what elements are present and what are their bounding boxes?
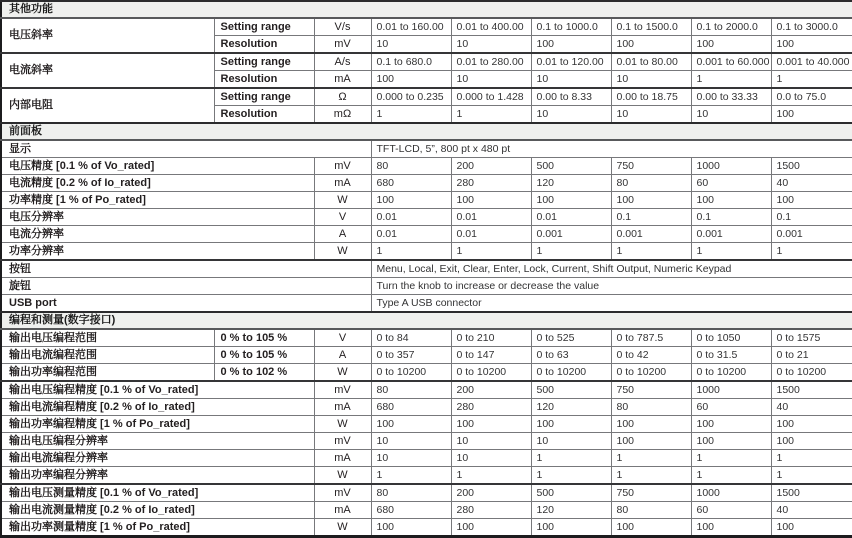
value-cell: 0 to 84 — [371, 329, 451, 347]
unit-cell: mA — [314, 450, 371, 467]
value-cell: 1 — [371, 106, 451, 124]
value-cell: 1 — [771, 450, 852, 467]
value-cell: 0.01 to 280.00 — [451, 53, 531, 71]
row-label: 输出电压编程范围 — [1, 329, 214, 347]
value-cell: 0.01 to 120.00 — [531, 53, 611, 71]
value-cell: 100 — [771, 36, 852, 54]
value-cell: 0 to 31.5 — [691, 347, 771, 364]
value-cell: 0.001 to 40.000 — [771, 53, 852, 71]
value-cell: 1 — [451, 243, 531, 261]
row-label: 输出电压测量精度 [0.1 % of Vo_rated] — [1, 484, 314, 502]
value-cell: 0.1 to 1500.0 — [611, 18, 691, 36]
value-cell: 1 — [451, 467, 531, 485]
value-cell: 10 — [611, 71, 691, 89]
row-label: 旋钮 — [1, 278, 371, 295]
value-cell: 0 to 10200 — [771, 364, 852, 382]
value-cell: 0.001 — [611, 226, 691, 243]
unit-cell: mV — [314, 381, 371, 399]
row-label: 按钮 — [1, 260, 371, 278]
row-label: 电压分辨率 — [1, 209, 314, 226]
row-label: 输出电流编程精度 [0.2 % of Io_rated] — [1, 399, 314, 416]
value-cell: 0.1 to 680.0 — [371, 53, 451, 71]
row-label: 输出电流测量精度 [0.2 % of Io_rated] — [1, 502, 314, 519]
value-cell: 1 — [771, 71, 852, 89]
unit-cell: A/s — [314, 53, 371, 71]
value-cell: 0.0 to 75.0 — [771, 88, 852, 106]
value-cell: 0.1 — [771, 209, 852, 226]
sub-label: Setting range — [214, 18, 314, 36]
row-label: 输出功率编程范围 — [1, 364, 214, 382]
sub-label: 0 % to 105 % — [214, 347, 314, 364]
sub-label: Resolution — [214, 106, 314, 124]
value-cell: 0.1 — [691, 209, 771, 226]
value-cell: 60 — [691, 502, 771, 519]
value-cell: 0 to 10200 — [451, 364, 531, 382]
value-cell: Menu, Local, Exit, Clear, Enter, Lock, Current, Shift Output, Numeric Keypad — [371, 260, 852, 278]
row-label: 功率精度 [1 % of Po_rated] — [1, 192, 314, 209]
value-cell: 80 — [611, 399, 691, 416]
unit-cell: mV — [314, 158, 371, 175]
table-row — [1, 347, 852, 364]
value-cell: 1500 — [771, 158, 852, 175]
unit-cell: W — [314, 364, 371, 382]
table-row — [1, 484, 852, 502]
table-row — [1, 175, 852, 192]
value-cell: 0 to 10200 — [371, 364, 451, 382]
table-row — [1, 140, 852, 158]
value-cell: 100 — [771, 106, 852, 124]
value-cell: 280 — [451, 175, 531, 192]
row-label: 输出功率编程分辨率 — [1, 467, 314, 485]
value-cell: 100 — [451, 416, 531, 433]
value-cell: 0.01 — [451, 209, 531, 226]
value-cell: 0 to 525 — [531, 329, 611, 347]
value-cell: 1 — [451, 106, 531, 124]
value-cell: 0.00 to 18.75 — [611, 88, 691, 106]
sub-label: 0 % to 102 % — [214, 364, 314, 382]
value-cell: 1 — [531, 450, 611, 467]
table-row — [1, 416, 852, 433]
value-cell: 0.001 — [771, 226, 852, 243]
value-cell: 10 — [371, 450, 451, 467]
table-row — [1, 450, 852, 467]
value-cell: 100 — [691, 36, 771, 54]
value-cell: 0.01 — [371, 226, 451, 243]
value-cell: 0.01 — [531, 209, 611, 226]
sub-label: Resolution — [214, 36, 314, 54]
value-cell: 40 — [771, 399, 852, 416]
value-cell: 1 — [371, 243, 451, 261]
value-cell: 10 — [531, 106, 611, 124]
table-row — [1, 433, 852, 450]
value-cell: 100 — [691, 416, 771, 433]
value-cell: 0.01 to 160.00 — [371, 18, 451, 36]
value-cell: 100 — [371, 71, 451, 89]
row-label: 电流分辨率 — [1, 226, 314, 243]
unit-cell: V/s — [314, 18, 371, 36]
value-cell: 100 — [451, 519, 531, 537]
value-cell: 80 — [371, 381, 451, 399]
table-row — [1, 278, 852, 295]
table-row — [1, 158, 852, 175]
table-row — [1, 192, 852, 209]
value-cell: 1 — [611, 243, 691, 261]
value-cell: 0 to 21 — [771, 347, 852, 364]
unit-cell: A — [314, 347, 371, 364]
unit-cell: V — [314, 329, 371, 347]
value-cell: 100 — [531, 416, 611, 433]
value-cell: 100 — [531, 36, 611, 54]
unit-cell: mA — [314, 175, 371, 192]
section-header: 其他功能 — [1, 1, 852, 18]
unit-cell: W — [314, 416, 371, 433]
value-cell: 280 — [451, 399, 531, 416]
row-label: 输出功率测量精度 [1 % of Po_rated] — [1, 519, 314, 537]
value-cell: 100 — [611, 519, 691, 537]
unit-cell: mV — [314, 484, 371, 502]
value-cell: 100 — [691, 519, 771, 537]
value-cell: 1 — [531, 243, 611, 261]
row-label: 显示 — [1, 140, 371, 158]
unit-cell: A — [314, 226, 371, 243]
value-cell: 0.000 to 1.428 — [451, 88, 531, 106]
value-cell: 10 — [531, 71, 611, 89]
unit-cell: mA — [314, 502, 371, 519]
value-cell: 0.01 to 400.00 — [451, 18, 531, 36]
value-cell: 40 — [771, 175, 852, 192]
value-cell: 10 — [611, 106, 691, 124]
table-row — [1, 209, 852, 226]
unit-cell: W — [314, 519, 371, 537]
value-cell: 1 — [771, 467, 852, 485]
value-cell: 0.001 to 60.000 — [691, 53, 771, 71]
value-cell: 1000 — [691, 158, 771, 175]
unit-cell: Ω — [314, 88, 371, 106]
value-cell: 680 — [371, 175, 451, 192]
value-cell: 1 — [691, 467, 771, 485]
value-cell: 0 to 787.5 — [611, 329, 691, 347]
value-cell: 0.01 — [451, 226, 531, 243]
value-cell: 0 to 1050 — [691, 329, 771, 347]
value-cell: 200 — [451, 158, 531, 175]
unit-cell: V — [314, 209, 371, 226]
value-cell: 750 — [611, 484, 691, 502]
table-row — [1, 88, 852, 106]
table-row — [1, 226, 852, 243]
value-cell: 100 — [531, 519, 611, 537]
value-cell: 200 — [451, 484, 531, 502]
value-cell: 0 to 10200 — [531, 364, 611, 382]
table-row — [1, 519, 852, 537]
value-cell: 80 — [611, 175, 691, 192]
value-cell: 750 — [611, 158, 691, 175]
value-cell: 10 — [531, 433, 611, 450]
value-cell: 100 — [371, 416, 451, 433]
value-cell: 680 — [371, 502, 451, 519]
value-cell: 10 — [451, 36, 531, 54]
value-cell: 500 — [531, 381, 611, 399]
value-cell: 80 — [371, 484, 451, 502]
value-cell: 100 — [771, 416, 852, 433]
value-cell: 200 — [451, 381, 531, 399]
value-cell: 120 — [531, 399, 611, 416]
value-cell: 60 — [691, 399, 771, 416]
unit-cell: mV — [314, 433, 371, 450]
value-cell: 100 — [691, 433, 771, 450]
value-cell: 0.1 to 2000.0 — [691, 18, 771, 36]
table-row — [1, 18, 852, 36]
value-cell: 100 — [771, 192, 852, 209]
value-cell: 120 — [531, 175, 611, 192]
row-label: 输出功率编程精度 [1 % of Po_rated] — [1, 416, 314, 433]
sub-label: 0 % to 105 % — [214, 329, 314, 347]
value-cell: 1500 — [771, 381, 852, 399]
table-row — [1, 295, 852, 313]
value-cell: 10 — [691, 106, 771, 124]
value-cell: 10 — [451, 450, 531, 467]
table-row — [1, 329, 852, 347]
value-cell: 1 — [371, 467, 451, 485]
value-cell: 0.001 — [691, 226, 771, 243]
table-row — [1, 260, 852, 278]
table-row — [1, 399, 852, 416]
value-cell: Turn the knob to increase or decrease the value — [371, 278, 852, 295]
value-cell: TFT-LCD, 5”, 800 pt x 480 pt — [371, 140, 852, 158]
row-label: 电压精度 [0.1 % of Vo_rated] — [1, 158, 314, 175]
value-cell: 0.001 — [531, 226, 611, 243]
value-cell: 1 — [611, 467, 691, 485]
value-cell: 500 — [531, 158, 611, 175]
unit-cell: mA — [314, 71, 371, 89]
value-cell: 0.01 to 80.00 — [611, 53, 691, 71]
value-cell: 80 — [371, 158, 451, 175]
value-cell: 680 — [371, 399, 451, 416]
row-label: 输出电流编程范围 — [1, 347, 214, 364]
value-cell: 0 to 1575 — [771, 329, 852, 347]
unit-cell: mΩ — [314, 106, 371, 124]
value-cell: 10 — [371, 36, 451, 54]
value-cell: 1500 — [771, 484, 852, 502]
value-cell: 10 — [451, 71, 531, 89]
value-cell: 10 — [371, 433, 451, 450]
value-cell: Type A USB connector — [371, 295, 852, 313]
value-cell: 0 to 210 — [451, 329, 531, 347]
value-cell: 0 to 63 — [531, 347, 611, 364]
value-cell: 0.000 to 0.235 — [371, 88, 451, 106]
section-header: 编程和测量(数字接口) — [1, 312, 852, 329]
value-cell: 500 — [531, 484, 611, 502]
value-cell: 0 to 10200 — [611, 364, 691, 382]
unit-cell: W — [314, 192, 371, 209]
value-cell: 60 — [691, 175, 771, 192]
value-cell: 1 — [771, 243, 852, 261]
value-cell: 40 — [771, 502, 852, 519]
value-cell: 100 — [531, 192, 611, 209]
row-label: 功率分辨率 — [1, 243, 314, 261]
value-cell: 100 — [771, 519, 852, 537]
value-cell: 0 to 10200 — [691, 364, 771, 382]
table-row — [1, 53, 852, 71]
row-label: USB port — [1, 295, 371, 313]
sub-label: Resolution — [214, 71, 314, 89]
value-cell: 750 — [611, 381, 691, 399]
table-row — [1, 381, 852, 399]
row-label: 内部电阻 — [1, 88, 214, 123]
table-row — [1, 364, 852, 382]
table-row — [1, 243, 852, 261]
unit-cell: W — [314, 467, 371, 485]
row-label: 电压斜率 — [1, 18, 214, 53]
value-cell: 0.00 to 8.33 — [531, 88, 611, 106]
table-row — [1, 467, 852, 485]
value-cell: 1 — [531, 467, 611, 485]
value-cell: 0.1 to 1000.0 — [531, 18, 611, 36]
value-cell: 120 — [531, 502, 611, 519]
sub-label: Setting range — [214, 88, 314, 106]
value-cell: 0.1 — [611, 209, 691, 226]
value-cell: 1 — [691, 243, 771, 261]
value-cell: 0 to 42 — [611, 347, 691, 364]
table-row — [1, 502, 852, 519]
value-cell: 0.1 to 3000.0 — [771, 18, 852, 36]
value-cell: 1 — [691, 71, 771, 89]
value-cell: 0 to 357 — [371, 347, 451, 364]
value-cell: 100 — [691, 192, 771, 209]
sub-label: Setting range — [214, 53, 314, 71]
value-cell: 100 — [611, 36, 691, 54]
value-cell: 1 — [611, 450, 691, 467]
row-label: 输出电压编程精度 [0.1 % of Vo_rated] — [1, 381, 314, 399]
value-cell: 280 — [451, 502, 531, 519]
row-label: 电流斜率 — [1, 53, 214, 88]
value-cell: 1 — [691, 450, 771, 467]
value-cell: 100 — [611, 192, 691, 209]
row-label: 输出电流编程分辨率 — [1, 450, 314, 467]
unit-cell: mA — [314, 399, 371, 416]
value-cell: 0.00 to 33.33 — [691, 88, 771, 106]
value-cell: 100 — [371, 192, 451, 209]
value-cell: 80 — [611, 502, 691, 519]
section-header: 前面板 — [1, 123, 852, 140]
unit-cell: mV — [314, 36, 371, 54]
value-cell: 1000 — [691, 381, 771, 399]
row-label: 电流精度 [0.2 % of Io_rated] — [1, 175, 314, 192]
value-cell: 100 — [771, 433, 852, 450]
value-cell: 0.01 — [371, 209, 451, 226]
value-cell: 100 — [371, 519, 451, 537]
unit-cell: W — [314, 243, 371, 261]
value-cell: 10 — [451, 433, 531, 450]
value-cell: 100 — [611, 433, 691, 450]
value-cell: 100 — [451, 192, 531, 209]
value-cell: 100 — [611, 416, 691, 433]
row-label: 输出电压编程分辨率 — [1, 433, 314, 450]
value-cell: 1000 — [691, 484, 771, 502]
value-cell: 0 to 147 — [451, 347, 531, 364]
